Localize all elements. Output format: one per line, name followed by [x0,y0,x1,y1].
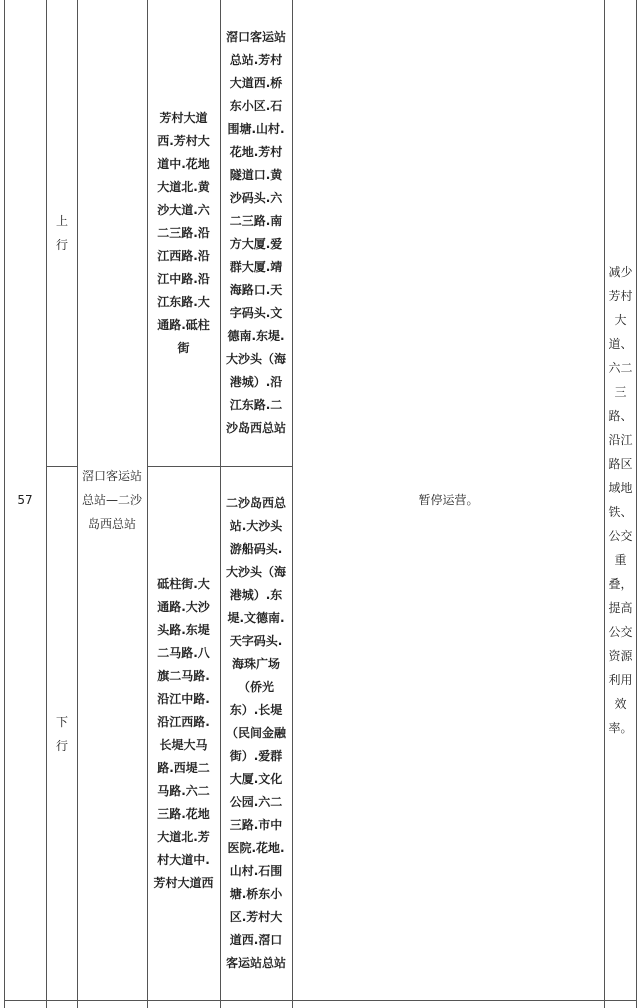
adjustment-text: 暂停运营。 [418,493,479,507]
route-name-cell [81,0,143,1000]
main-roads-down-cell [152,467,215,1000]
reason-cell [606,0,635,1000]
column-divider [220,0,221,1008]
direction-down-cell [51,467,73,1000]
route-number: 57 [17,493,33,507]
table-border-right [636,0,637,1008]
stops-down: 二沙岛西总站.大沙头游船码头.大沙头（海港城）.东堤.文德南.天字码头.海珠广场（侨光东）.长堤（民间金融街）.爱群大厦.文化公园.六二三路.市中医院.花地.山村.石围塘.桥东小区.芳村大道西.滘口客运站总站 [225,496,286,970]
direction-up-label: 上行 [55,214,68,252]
stops-up: 滘口客运站总站.芳村大道西.桥东小区.石围塘.山村.花地.芳村隧道口.黄沙码头.六二三路.南方大厦.爱群大厦.靖海路口.天字码头.文德南.东堤.大沙头（海港城）.沿江东路.二沙岛西总站 [225,30,286,435]
column-divider [147,0,148,1008]
reason-text: 减少芳村大道、六二三路、沿江路区域地铁、公交重叠，提高公交资源利用效率。 [608,265,633,735]
direction-down-label: 下行 [55,714,68,753]
direction-up-cell [51,0,73,466]
main-roads-down: 砥柱街.大通路.大沙头路.东堤二马路.八旗二马路.沿江中路.沿江西路.长堤大马路.西堤二马路.六二三路.花地大道北.芳村大道中.芳村大道西 [153,576,214,890]
stops-up-cell [225,0,287,466]
main-roads-up-cell [152,0,215,466]
column-divider [46,0,47,1008]
row-divider [4,1000,637,1001]
column-divider [604,0,605,1008]
route-number-cell [4,0,46,1000]
main-roads-up: 芳村大道西.芳村大道中.花地大道北.黄沙大道.六二三路.沿江西路.沿江中路.沿江东路.大通路.砥柱街 [157,110,210,355]
column-divider [77,0,78,1008]
adjustment-cell [293,0,604,1000]
stops-down-cell [225,467,287,1000]
route-name: 滘口客运站总站—二沙岛西总站 [81,469,142,531]
